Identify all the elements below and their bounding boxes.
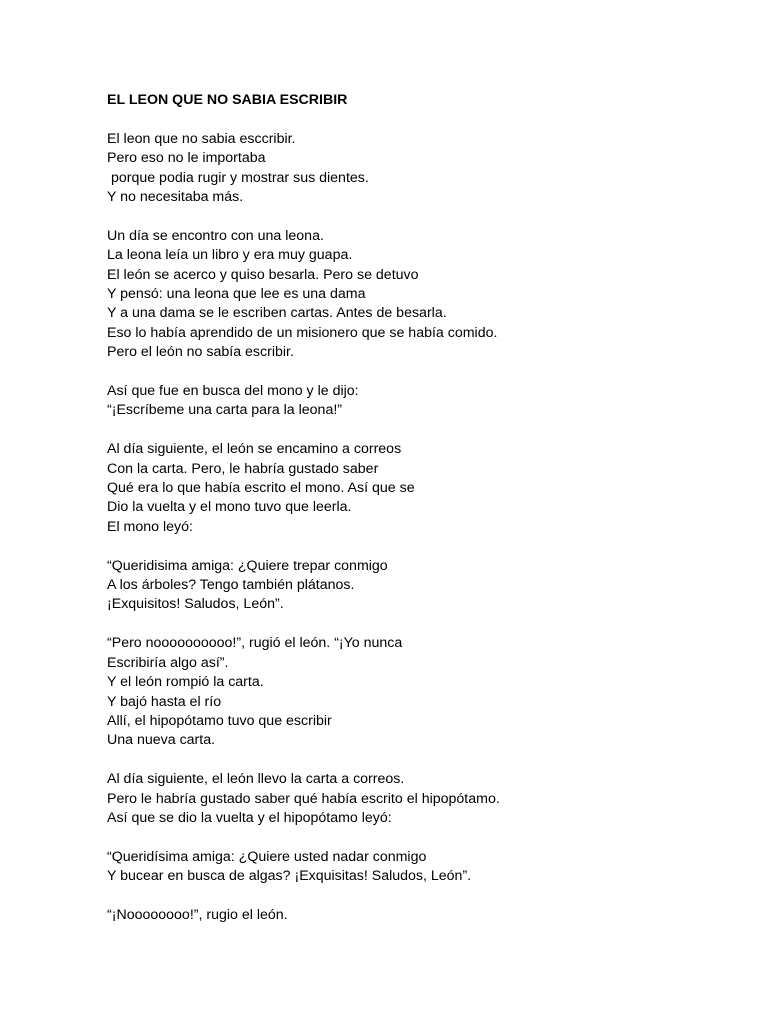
text-line: Pero le habría gustado saber qué había escrito el hipopótamo. bbox=[107, 790, 500, 807]
text-line: “¡Escríbeme una carta para la leona!” bbox=[107, 402, 342, 419]
document-title: EL LEON QUE NO SABIA ESCRIBIR bbox=[107, 92, 348, 108]
text-line: Con la carta. Pero, le habría gustado saber bbox=[107, 460, 379, 477]
stanza bbox=[107, 130, 747, 208]
stanza bbox=[107, 382, 747, 421]
text-line: El leon que no sabia esccribir. bbox=[107, 130, 296, 147]
text-line: Un día se encontro con una leona. bbox=[107, 227, 324, 244]
stanza bbox=[107, 557, 747, 615]
stanza bbox=[107, 440, 747, 537]
text-line: Pero eso no le importaba bbox=[107, 150, 266, 167]
text-line: El mono leyó: bbox=[107, 518, 193, 535]
text-line: Pero el león no sabía escribir. bbox=[107, 344, 294, 361]
text-line: A los árboles? Tengo también plátanos. bbox=[107, 577, 355, 594]
text-line: Allí, el hipopótamo tuvo que escribir bbox=[107, 712, 332, 729]
text-line: “Pero noooooooooo!”, rugió el león. “¡Yo nunca bbox=[107, 635, 403, 652]
text-line: “Queridisima amiga: ¿Quiere trepar conmigo bbox=[107, 557, 388, 574]
text-line: Una nueva carta. bbox=[107, 732, 216, 749]
text-line: “¡Noooooooo!”, rugio el león. bbox=[107, 906, 288, 923]
stanza bbox=[107, 848, 747, 887]
text-line: Escribiría algo así”. bbox=[107, 654, 229, 671]
stanza bbox=[107, 634, 747, 750]
text-line: Y bucear en busca de algas? ¡Exquisitas! Saludos, León”. bbox=[107, 868, 472, 885]
text-line: El león se acerco y quiso besarla. Pero se detuvo bbox=[107, 266, 419, 283]
text-line: “Queridísima amiga: ¿Quiere usted nadar conmigo bbox=[107, 848, 427, 865]
stanza bbox=[107, 906, 747, 925]
text-line: La leona leía un libro y era muy guapa. bbox=[107, 247, 353, 264]
stanza bbox=[107, 770, 747, 828]
text-line: Y a una dama se le escriben cartas. Antes de besarla. bbox=[107, 305, 447, 322]
text-line: Eso lo había aprendido de un misionero que se había comido. bbox=[107, 324, 498, 341]
text-line: ¡Exquisitos! Saludos, León”. bbox=[107, 596, 284, 613]
text-line: Y no necesitaba más. bbox=[107, 189, 244, 206]
text-line: Al día siguiente, el león se encamino a correos bbox=[107, 441, 402, 458]
text-line: Qué era lo que había escrito el mono. Así que se bbox=[107, 480, 415, 497]
text-line: Dio la vuelta y el mono tuvo que leerla. bbox=[107, 499, 352, 516]
text-line: Al día siguiente, el león llevo la carta a correos. bbox=[107, 771, 405, 788]
document-body bbox=[107, 130, 747, 926]
text-line: Y bajó hasta el río bbox=[107, 693, 222, 710]
text-line: Así que fue en busca del mono y le dijo: bbox=[107, 383, 359, 400]
text-line: porque podia rugir y mostrar sus dientes. bbox=[107, 169, 369, 186]
text-line: Así que se dio la vuelta y el hipopótamo leyó: bbox=[107, 809, 392, 826]
document-page bbox=[107, 91, 747, 945]
text-line: Y el león rompió la carta. bbox=[107, 674, 264, 691]
stanza bbox=[107, 227, 747, 363]
text-line: Y pensó: una leona que lee es una dama bbox=[107, 286, 366, 303]
